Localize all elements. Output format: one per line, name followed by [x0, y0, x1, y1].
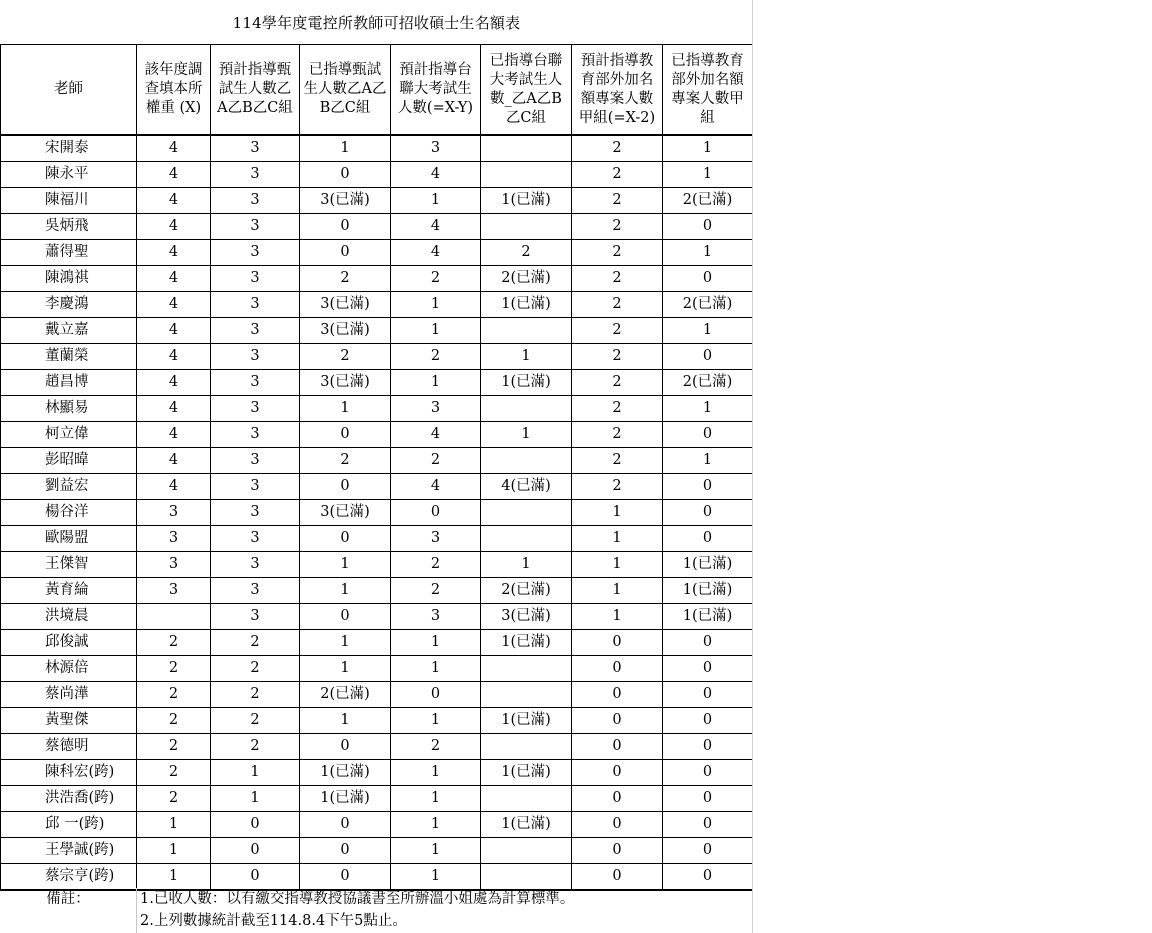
table-row — [1, 812, 753, 838]
current-exam-cell[interactable]: 0 — [300, 864, 391, 891]
weight-cell[interactable]: 4 — [137, 370, 211, 396]
current-moe-cell[interactable]: 1 — [663, 448, 753, 474]
planned-moe-cell[interactable]: 0 — [572, 786, 663, 812]
header-current-joint-exam-students[interactable]: 已指導台聯大考試生人數_乙A乙B乙C組 — [481, 45, 572, 136]
planned-exam-cell[interactable]: 3 — [211, 604, 300, 630]
weight-cell[interactable]: 4 — [137, 266, 211, 292]
planned-joint-exam-cell[interactable]: 4 — [391, 162, 481, 188]
header-planned-moe-quota[interactable]: 預計指導教育部外加名額專案人數甲組(=X-2) — [572, 45, 663, 136]
planned-exam-cell[interactable]: 3 — [211, 474, 300, 500]
teacher-name-cell[interactable]: 邱 一(跨) — [1, 812, 137, 838]
remarks-row — [0, 910, 752, 932]
planned-joint-exam-cell[interactable]: 1 — [391, 812, 481, 838]
table-row — [1, 240, 753, 266]
weight-cell[interactable]: 4 — [137, 135, 211, 162]
planned-exam-cell[interactable]: 3 — [211, 396, 300, 422]
weight-cell[interactable]: 3 — [137, 500, 211, 526]
current-exam-cell[interactable]: 0 — [300, 604, 391, 630]
current-moe-cell[interactable]: 2(已滿) — [663, 370, 753, 396]
quota-table — [0, 44, 753, 891]
table-row — [1, 864, 753, 891]
current-joint-exam-cell[interactable] — [481, 162, 572, 188]
weight-cell[interactable]: 4 — [137, 474, 211, 500]
current-moe-cell[interactable]: 0 — [663, 422, 753, 448]
planned-joint-exam-cell[interactable]: 1 — [391, 656, 481, 682]
planned-exam-cell[interactable]: 3 — [211, 344, 300, 370]
current-exam-cell[interactable]: 0 — [300, 734, 391, 760]
current-exam-cell[interactable]: 0 — [300, 422, 391, 448]
table-row — [1, 214, 753, 240]
planned-joint-exam-cell[interactable]: 1 — [391, 760, 481, 786]
current-joint-exam-cell[interactable] — [481, 786, 572, 812]
current-joint-exam-cell[interactable] — [481, 214, 572, 240]
planned-exam-cell[interactable]: 3 — [211, 188, 300, 214]
current-joint-exam-cell[interactable]: 1(已滿) — [481, 292, 572, 318]
current-exam-cell[interactable]: 1 — [300, 552, 391, 578]
teacher-name-cell[interactable]: 戴立嘉 — [1, 318, 137, 344]
planned-moe-cell[interactable]: 2 — [572, 135, 663, 162]
weight-cell[interactable]: 2 — [137, 682, 211, 708]
current-joint-exam-cell[interactable]: 1 — [481, 344, 572, 370]
teacher-name-cell[interactable]: 宋開泰 — [1, 135, 137, 162]
planned-joint-exam-cell[interactable]: 4 — [391, 422, 481, 448]
teacher-name-cell[interactable]: 陳福川 — [1, 188, 137, 214]
current-joint-exam-cell[interactable]: 3(已滿) — [481, 604, 572, 630]
planned-exam-cell[interactable]: 3 — [211, 448, 300, 474]
current-joint-exam-cell[interactable]: 1(已滿) — [481, 370, 572, 396]
planned-exam-cell[interactable]: 0 — [211, 864, 300, 891]
table-row — [1, 760, 753, 786]
current-exam-cell[interactable]: 1 — [300, 135, 391, 162]
weight-cell[interactable]: 1 — [137, 838, 211, 864]
current-exam-cell[interactable]: 1(已滿) — [300, 786, 391, 812]
planned-moe-cell[interactable]: 0 — [572, 838, 663, 864]
header-current-moe-quota[interactable]: 已指導教育部外加名額專案人數甲組 — [663, 45, 753, 136]
current-joint-exam-cell[interactable]: 1(已滿) — [481, 708, 572, 734]
weight-cell[interactable]: 4 — [137, 240, 211, 266]
planned-moe-cell[interactable]: 1 — [572, 604, 663, 630]
current-moe-cell[interactable]: 1 — [663, 240, 753, 266]
current-exam-cell[interactable]: 2 — [300, 266, 391, 292]
table-row — [1, 292, 753, 318]
weight-cell[interactable]: 4 — [137, 214, 211, 240]
current-joint-exam-cell[interactable]: 1 — [481, 552, 572, 578]
remarks-section — [0, 888, 752, 932]
table-row — [1, 266, 753, 292]
table-row — [1, 578, 753, 604]
planned-moe-cell[interactable]: 0 — [572, 734, 663, 760]
current-exam-cell[interactable]: 1(已滿) — [300, 760, 391, 786]
planned-moe-cell[interactable]: 0 — [572, 812, 663, 838]
planned-moe-cell[interactable]: 2 — [572, 344, 663, 370]
header-current-exam-students[interactable]: 已指導甄試生人數乙A乙B乙C組 — [300, 45, 391, 136]
planned-exam-cell[interactable]: 3 — [211, 318, 300, 344]
teacher-name-cell[interactable]: 洪境晨 — [1, 604, 137, 630]
table-row — [1, 734, 753, 760]
current-joint-exam-cell[interactable]: 2 — [481, 240, 572, 266]
table-row — [1, 552, 753, 578]
current-moe-cell[interactable]: 0 — [663, 760, 753, 786]
table-row — [1, 422, 753, 448]
current-exam-cell[interactable]: 3(已滿) — [300, 292, 391, 318]
teacher-name-cell[interactable]: 吳炳飛 — [1, 214, 137, 240]
weight-cell[interactable]: 4 — [137, 422, 211, 448]
table-row — [1, 838, 753, 864]
current-joint-exam-cell[interactable]: 1 — [481, 422, 572, 448]
teacher-name-cell[interactable]: 蔡宗亨(跨) — [1, 864, 137, 891]
planned-joint-exam-cell[interactable]: 1 — [391, 786, 481, 812]
current-exam-cell[interactable]: 1 — [300, 630, 391, 656]
teacher-name-cell[interactable]: 洪浩喬(跨) — [1, 786, 137, 812]
planned-moe-cell[interactable]: 0 — [572, 656, 663, 682]
planned-joint-exam-cell[interactable]: 2 — [391, 578, 481, 604]
table-row — [1, 162, 753, 188]
table-row — [1, 188, 753, 214]
teacher-name-cell[interactable]: 蕭得聖 — [1, 240, 137, 266]
teacher-name-cell[interactable]: 蔡德明 — [1, 734, 137, 760]
planned-moe-cell[interactable]: 2 — [572, 266, 663, 292]
current-moe-cell[interactable]: 0 — [663, 838, 753, 864]
teacher-name-cell[interactable]: 劉益宏 — [1, 474, 137, 500]
planned-joint-exam-cell[interactable]: 2 — [391, 552, 481, 578]
planned-exam-cell[interactable]: 3 — [211, 214, 300, 240]
planned-joint-exam-cell[interactable]: 1 — [391, 708, 481, 734]
table-row — [1, 344, 753, 370]
teacher-name-cell[interactable]: 林源倍 — [1, 656, 137, 682]
table-row — [1, 448, 753, 474]
teacher-name-cell[interactable]: 王傑智 — [1, 552, 137, 578]
planned-exam-cell[interactable]: 3 — [211, 162, 300, 188]
current-joint-exam-cell[interactable]: 1(已滿) — [481, 188, 572, 214]
current-joint-exam-cell[interactable]: 1(已滿) — [481, 760, 572, 786]
weight-cell[interactable]: 2 — [137, 734, 211, 760]
current-joint-exam-cell[interactable] — [481, 448, 572, 474]
current-moe-cell[interactable]: 0 — [663, 630, 753, 656]
teacher-name-cell[interactable]: 柯立偉 — [1, 422, 137, 448]
table-row — [1, 526, 753, 552]
planned-joint-exam-cell[interactable]: 4 — [391, 214, 481, 240]
current-exam-cell[interactable]: 3(已滿) — [300, 188, 391, 214]
table-row — [1, 604, 753, 630]
weight-cell[interactable]: 4 — [137, 448, 211, 474]
planned-moe-cell[interactable]: 2 — [572, 396, 663, 422]
teacher-name-cell[interactable]: 王學誠(跨) — [1, 838, 137, 864]
teacher-name-cell[interactable]: 黃聖傑 — [1, 708, 137, 734]
remark-line: 2.上列數據統計截至114.8.4下午5點止。 — [140, 913, 407, 929]
current-joint-exam-cell[interactable] — [481, 656, 572, 682]
current-moe-cell[interactable]: 1 — [663, 396, 753, 422]
weight-cell[interactable]: 3 — [137, 552, 211, 578]
weight-cell[interactable]: 1 — [137, 864, 211, 891]
table-row — [1, 786, 753, 812]
teacher-name-cell[interactable]: 黃育綸 — [1, 578, 137, 604]
planned-joint-exam-cell[interactable]: 3 — [391, 135, 481, 162]
current-moe-cell[interactable]: 0 — [663, 344, 753, 370]
planned-joint-exam-cell[interactable]: 3 — [391, 526, 481, 552]
planned-joint-exam-cell[interactable]: 1 — [391, 838, 481, 864]
current-joint-exam-cell[interactable] — [481, 682, 572, 708]
table-row — [1, 135, 753, 162]
current-moe-cell[interactable]: 0 — [663, 812, 753, 838]
planned-exam-cell[interactable]: 1 — [211, 760, 300, 786]
current-exam-cell[interactable]: 3(已滿) — [300, 370, 391, 396]
current-joint-exam-cell[interactable] — [481, 838, 572, 864]
current-exam-cell[interactable]: 2(已滿) — [300, 682, 391, 708]
current-exam-cell[interactable]: 3(已滿) — [300, 500, 391, 526]
current-exam-cell[interactable]: 2 — [300, 344, 391, 370]
weight-cell[interactable]: 2 — [137, 786, 211, 812]
current-moe-cell[interactable]: 0 — [663, 708, 753, 734]
planned-moe-cell[interactable]: 0 — [572, 760, 663, 786]
weight-cell[interactable]: 2 — [137, 760, 211, 786]
current-moe-cell[interactable]: 0 — [663, 474, 753, 500]
current-moe-cell[interactable]: 2(已滿) — [663, 292, 753, 318]
table-row — [1, 500, 753, 526]
current-exam-cell[interactable]: 3(已滿) — [300, 318, 391, 344]
sheet-title: 114學年度電控所教師可招收碩士生名額表 — [232, 13, 521, 32]
header-planned-exam-students[interactable]: 預計指導甄試生人數乙A乙B乙C組 — [211, 45, 300, 136]
remarks-label: 備註： — [46, 891, 90, 907]
current-joint-exam-cell[interactable] — [481, 526, 572, 552]
weight-cell[interactable] — [137, 604, 211, 630]
planned-joint-exam-cell[interactable]: 2 — [391, 344, 481, 370]
current-exam-cell[interactable]: 1 — [300, 656, 391, 682]
planned-joint-exam-cell[interactable]: 4 — [391, 240, 481, 266]
table-row — [1, 474, 753, 500]
planned-exam-cell[interactable]: 3 — [211, 266, 300, 292]
header-weight[interactable]: 該年度調查填本所權重 (X) — [137, 45, 211, 136]
planned-joint-exam-cell[interactable]: 3 — [391, 396, 481, 422]
current-joint-exam-cell[interactable] — [481, 864, 572, 891]
current-moe-cell[interactable]: 0 — [663, 682, 753, 708]
planned-moe-cell[interactable]: 2 — [572, 214, 663, 240]
current-exam-cell[interactable]: 0 — [300, 214, 391, 240]
current-exam-cell[interactable]: 2 — [300, 448, 391, 474]
weight-cell[interactable]: 2 — [137, 708, 211, 734]
weight-cell[interactable]: 4 — [137, 292, 211, 318]
weight-cell[interactable]: 4 — [137, 162, 211, 188]
table-row — [1, 396, 753, 422]
header-planned-joint-exam-students[interactable]: 預計指導台聯大考試生人數(=X-Y) — [391, 45, 481, 136]
planned-moe-cell[interactable]: 1 — [572, 578, 663, 604]
header-row — [1, 45, 753, 136]
planned-exam-cell[interactable]: 3 — [211, 370, 300, 396]
planned-moe-cell[interactable]: 2 — [572, 318, 663, 344]
current-moe-cell[interactable]: 0 — [663, 500, 753, 526]
current-exam-cell[interactable]: 0 — [300, 838, 391, 864]
teacher-name-cell[interactable]: 楊谷洋 — [1, 500, 137, 526]
header-teacher[interactable]: 老師 — [1, 45, 137, 136]
current-exam-cell[interactable]: 0 — [300, 474, 391, 500]
planned-joint-exam-cell[interactable]: 2 — [391, 448, 481, 474]
planned-exam-cell[interactable]: 2 — [211, 656, 300, 682]
planned-joint-exam-cell[interactable]: 1 — [391, 630, 481, 656]
weight-cell[interactable]: 3 — [137, 578, 211, 604]
planned-moe-cell[interactable]: 1 — [572, 500, 663, 526]
planned-exam-cell[interactable]: 3 — [211, 422, 300, 448]
planned-moe-cell[interactable]: 2 — [572, 474, 663, 500]
weight-cell[interactable]: 2 — [137, 656, 211, 682]
planned-joint-exam-cell[interactable]: 1 — [391, 370, 481, 396]
weight-cell[interactable]: 3 — [137, 526, 211, 552]
planned-exam-cell[interactable]: 3 — [211, 240, 300, 266]
table-row — [1, 656, 753, 682]
planned-joint-exam-cell[interactable]: 1 — [391, 318, 481, 344]
current-joint-exam-cell[interactable] — [481, 734, 572, 760]
current-exam-cell[interactable]: 0 — [300, 526, 391, 552]
current-joint-exam-cell[interactable]: 1(已滿) — [481, 812, 572, 838]
weight-cell[interactable]: 4 — [137, 396, 211, 422]
current-exam-cell[interactable]: 0 — [300, 162, 391, 188]
table-body — [1, 135, 753, 890]
remark-line: 1.已收人數：以有繳交指導教授協議書至所辦溫小姐處為計算標準。 — [140, 891, 575, 907]
planned-moe-cell[interactable]: 2 — [572, 240, 663, 266]
teacher-name-cell[interactable]: 彭昭暐 — [1, 448, 137, 474]
planned-exam-cell[interactable]: 2 — [211, 708, 300, 734]
current-moe-cell[interactable]: 0 — [663, 526, 753, 552]
current-joint-exam-cell[interactable]: 2(已滿) — [481, 578, 572, 604]
planned-moe-cell[interactable]: 2 — [572, 422, 663, 448]
planned-moe-cell[interactable]: 1 — [572, 552, 663, 578]
planned-exam-cell[interactable]: 0 — [211, 812, 300, 838]
teacher-name-cell[interactable]: 李慶鴻 — [1, 292, 137, 318]
planned-joint-exam-cell[interactable]: 1 — [391, 292, 481, 318]
weight-cell[interactable]: 4 — [137, 318, 211, 344]
current-moe-cell[interactable]: 0 — [663, 266, 753, 292]
current-moe-cell[interactable]: 1(已滿) — [663, 552, 753, 578]
current-joint-exam-cell[interactable] — [481, 318, 572, 344]
planned-moe-cell[interactable]: 2 — [572, 370, 663, 396]
current-moe-cell[interactable]: 0 — [663, 656, 753, 682]
planned-moe-cell[interactable]: 2 — [572, 448, 663, 474]
current-joint-exam-cell[interactable]: 1(已滿) — [481, 630, 572, 656]
planned-exam-cell[interactable]: 0 — [211, 838, 300, 864]
current-moe-cell[interactable]: 1(已滿) — [663, 604, 753, 630]
current-joint-exam-cell[interactable]: 2(已滿) — [481, 266, 572, 292]
current-joint-exam-cell[interactable] — [481, 135, 572, 162]
remarks-row — [0, 888, 752, 910]
planned-joint-exam-cell[interactable]: 4 — [391, 474, 481, 500]
planned-moe-cell[interactable]: 2 — [572, 162, 663, 188]
planned-exam-cell[interactable]: 3 — [211, 552, 300, 578]
teacher-name-cell[interactable]: 陳科宏(跨) — [1, 760, 137, 786]
planned-joint-exam-cell[interactable]: 3 — [391, 604, 481, 630]
teacher-name-cell[interactable]: 趙昌博 — [1, 370, 137, 396]
planned-moe-cell[interactable]: 2 — [572, 188, 663, 214]
current-moe-cell[interactable]: 0 — [663, 214, 753, 240]
teacher-name-cell[interactable]: 林顯易 — [1, 396, 137, 422]
current-moe-cell[interactable]: 0 — [663, 864, 753, 891]
table-row — [1, 682, 753, 708]
current-exam-cell[interactable]: 0 — [300, 240, 391, 266]
planned-joint-exam-cell[interactable]: 1 — [391, 188, 481, 214]
weight-cell[interactable]: 2 — [137, 630, 211, 656]
planned-joint-exam-cell[interactable]: 2 — [391, 734, 481, 760]
teacher-name-cell[interactable]: 歐陽盟 — [1, 526, 137, 552]
planned-exam-cell[interactable]: 3 — [211, 135, 300, 162]
weight-cell[interactable]: 1 — [137, 812, 211, 838]
planned-exam-cell[interactable]: 1 — [211, 786, 300, 812]
current-exam-cell[interactable]: 1 — [300, 708, 391, 734]
table-row — [1, 708, 753, 734]
current-joint-exam-cell[interactable]: 4(已滿) — [481, 474, 572, 500]
planned-moe-cell[interactable]: 1 — [572, 526, 663, 552]
planned-moe-cell[interactable]: 0 — [572, 682, 663, 708]
table-row — [1, 370, 753, 396]
weight-cell[interactable]: 4 — [137, 188, 211, 214]
planned-moe-cell[interactable]: 0 — [572, 864, 663, 891]
current-joint-exam-cell[interactable] — [481, 500, 572, 526]
current-exam-cell[interactable]: 1 — [300, 578, 391, 604]
weight-cell[interactable]: 4 — [137, 344, 211, 370]
current-moe-cell[interactable]: 1 — [663, 135, 753, 162]
planned-joint-exam-cell[interactable]: 0 — [391, 682, 481, 708]
planned-exam-cell[interactable]: 2 — [211, 630, 300, 656]
table-row — [1, 318, 753, 344]
planned-exam-cell[interactable]: 3 — [211, 526, 300, 552]
planned-moe-cell[interactable]: 0 — [572, 708, 663, 734]
teacher-name-cell[interactable]: 邱俊誠 — [1, 630, 137, 656]
planned-moe-cell[interactable]: 0 — [572, 630, 663, 656]
current-moe-cell[interactable]: 1 — [663, 318, 753, 344]
planned-exam-cell[interactable]: 3 — [211, 500, 300, 526]
teacher-name-cell[interactable]: 陳永平 — [1, 162, 137, 188]
current-moe-cell[interactable]: 1(已滿) — [663, 578, 753, 604]
current-moe-cell[interactable]: 1 — [663, 162, 753, 188]
current-exam-cell[interactable]: 1 — [300, 396, 391, 422]
sheet-edge-divider — [752, 0, 753, 933]
planned-exam-cell[interactable]: 2 — [211, 682, 300, 708]
current-moe-cell[interactable]: 0 — [663, 786, 753, 812]
current-joint-exam-cell[interactable] — [481, 396, 572, 422]
planned-exam-cell[interactable]: 3 — [211, 578, 300, 604]
planned-moe-cell[interactable]: 2 — [572, 292, 663, 318]
current-moe-cell[interactable]: 0 — [663, 734, 753, 760]
planned-exam-cell[interactable]: 2 — [211, 734, 300, 760]
current-exam-cell[interactable]: 0 — [300, 812, 391, 838]
planned-joint-exam-cell[interactable]: 1 — [391, 864, 481, 891]
current-moe-cell[interactable]: 2(已滿) — [663, 188, 753, 214]
planned-exam-cell[interactable]: 3 — [211, 292, 300, 318]
table-row — [1, 630, 753, 656]
teacher-name-cell[interactable]: 董蘭榮 — [1, 344, 137, 370]
planned-joint-exam-cell[interactable]: 2 — [391, 266, 481, 292]
planned-joint-exam-cell[interactable]: 0 — [391, 500, 481, 526]
teacher-name-cell[interactable]: 蔡尚澕 — [1, 682, 137, 708]
teacher-name-cell[interactable]: 陳鴻祺 — [1, 266, 137, 292]
